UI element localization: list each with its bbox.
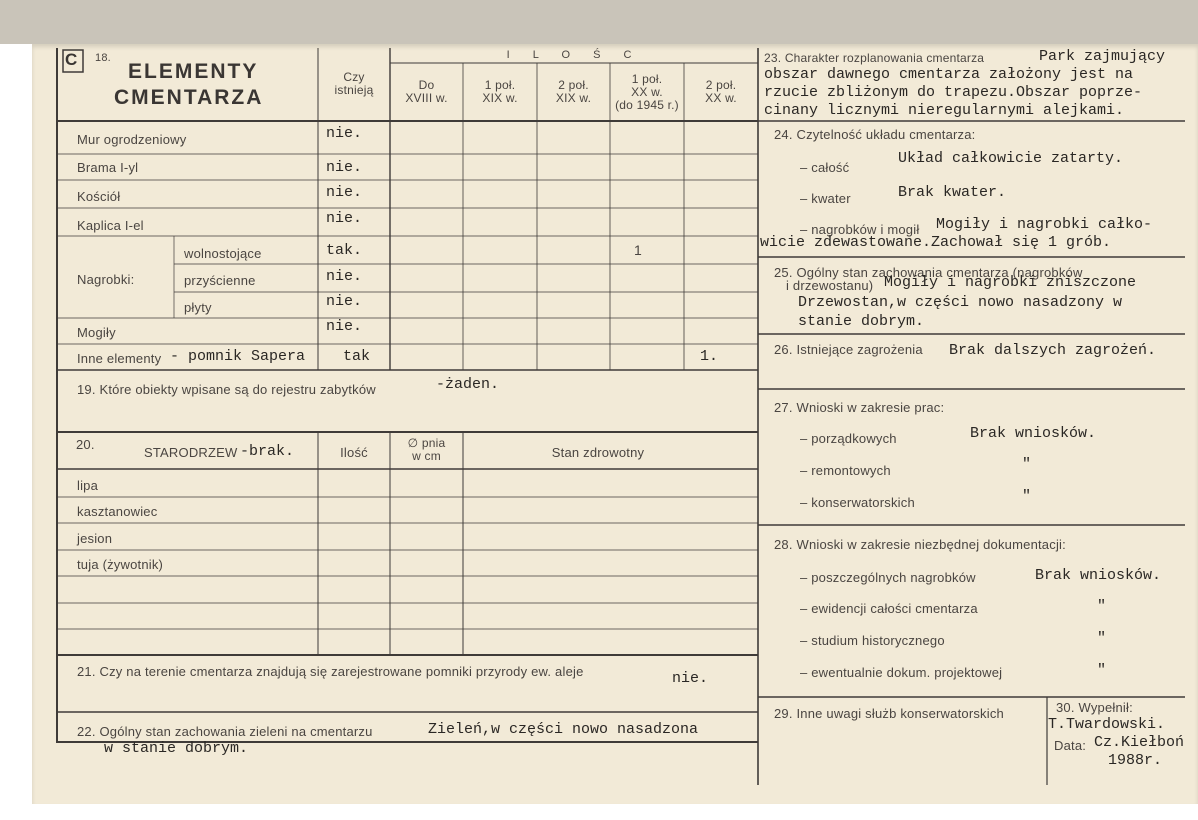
element-label: Inne elementy — [77, 351, 162, 366]
element-exists: nie. — [326, 159, 363, 176]
q20-col-quantity: Ilość — [340, 445, 368, 460]
element-count: 1. — [700, 348, 719, 365]
period-header — [390, 79, 463, 105]
q27-item-label: – remontowych — [800, 463, 891, 478]
q19-value: -żaden. — [436, 376, 500, 393]
q28-item-label: – ewentualnie dokum. projektowej — [800, 665, 1003, 680]
q24-whole-value: Układ całkowicie zatarty. — [898, 150, 1124, 167]
tree-name: tuja (żywotnik) — [77, 557, 164, 572]
q24-graves-value-line2: wicie zdewastowane.Zachował się 1 grób. — [760, 234, 1112, 251]
q20-col-diameter — [390, 437, 463, 463]
q27-item-value: " — [1022, 456, 1032, 473]
element-count: 1 — [634, 242, 642, 258]
q24-quarters-value: Brak kwater. — [898, 184, 1007, 201]
element-exists: tak. — [326, 242, 363, 259]
period-line: 2 poł. — [705, 78, 737, 92]
q23-value-line3: rzucie zbliżonym do trapezu.Obszar poprze- — [764, 84, 1143, 101]
period-line: (do 1945 r.) — [615, 98, 679, 112]
q29-label: 29. Inne uwagi służb konserwatorskich — [774, 706, 1004, 721]
q23-value-line4: cinany licznymi nieregularnymi alejkami. — [764, 102, 1125, 119]
q27-item-label: – konserwatorskich — [800, 495, 915, 510]
period-line: Do — [418, 78, 435, 92]
other-elements-value: - pomnik Sapera — [170, 348, 306, 365]
q26-value: Brak dalszych zagrożeń. — [949, 342, 1157, 359]
q20-number: 20. — [76, 437, 95, 452]
tree-name: jesion — [77, 531, 113, 546]
period-line: XX w. — [631, 85, 663, 99]
quantity-header: I L O Ś C — [506, 49, 642, 61]
element-exists: tak — [343, 348, 371, 365]
element-exists: nie. — [326, 318, 363, 335]
q20-col-health: Stan zdrowotny — [551, 445, 645, 460]
q25-label-line2: i drzewostanu) — [786, 278, 874, 293]
q28-item-label: – ewidencji całości cmentarza — [800, 601, 978, 616]
element-label: Brama I-yl — [77, 160, 139, 175]
q25-label-line1: 25. Ogólny stan zachowania cmentarza (nagrobków — [774, 265, 1083, 280]
q24-graves-label: – nagrobków i mogił — [800, 222, 920, 237]
q21-value: nie. — [672, 670, 709, 687]
q27-item-value: Brak wniosków. — [970, 425, 1097, 442]
element-label: Nagrobki: — [77, 272, 135, 287]
q22-label: 22. Ogólny stan zachowania zieleni na cmentarzu — [77, 724, 373, 739]
q30-label: 30. Wypełnił: — [1056, 700, 1133, 715]
elements-title-line1: ELEMENTY — [128, 60, 259, 83]
q27-item-value: " — [1022, 488, 1032, 505]
q24-quarters-label: – kwater — [800, 191, 851, 206]
element-label: Kaplica I-el — [77, 218, 144, 233]
q20-title: STARODRZEW — [144, 445, 238, 460]
q22-value-line1: Zieleń,w części nowo nasadzona — [428, 721, 699, 738]
q20-value: -brak. — [240, 443, 295, 460]
exists-header — [318, 71, 390, 97]
period-header — [684, 79, 758, 105]
section-18-number: 18. — [95, 52, 111, 64]
element-label: Mogiły — [77, 325, 116, 340]
element-sublabel: wolnostojące — [184, 246, 262, 261]
q28-label: 28. Wnioski w zakresie niezbędnej dokumentacji: — [774, 537, 1066, 552]
period-line: 1 poł. — [484, 78, 516, 92]
element-exists: nie. — [326, 125, 363, 142]
q25-value-line3: stanie dobrym. — [798, 313, 925, 330]
period-header — [537, 79, 610, 105]
exists-header-line2: istnieją — [334, 83, 374, 97]
q27-label: 27. Wnioski w zakresie prac: — [774, 400, 945, 415]
element-exists: nie. — [326, 184, 363, 201]
q24-whole-label: – całość — [800, 160, 850, 175]
q30-date-value: Cz.Kiełboń — [1094, 734, 1185, 751]
q24-graves-value-line1: Mogiły i nagrobki całko- — [936, 216, 1153, 233]
q20-col-diameter-line2: w cm — [412, 449, 441, 463]
q28-item-label: – studium historycznego — [800, 633, 945, 648]
period-header — [463, 79, 537, 105]
tree-name: kasztanowiec — [77, 504, 158, 519]
q28-item-value: " — [1097, 662, 1107, 679]
period-line: XIX w. — [482, 91, 518, 105]
q25-value-line2: Drzewostan,w części nowo nasadzony w — [798, 294, 1123, 311]
period-header — [608, 73, 686, 112]
exists-header-line1: Czy — [343, 70, 365, 84]
tree-name: lipa — [77, 478, 99, 493]
period-line: XVIII w. — [405, 91, 448, 105]
q21-label: 21. Czy na terenie cmentarza znajdują się zarejestrowane pomniki przyrody ew. aleje — [77, 664, 584, 679]
q28-item-value: " — [1097, 598, 1107, 615]
q25-value-line1: Mogiły i nagrobki zniszczone — [884, 274, 1137, 291]
q23-value-line2: obszar dawnego cmentarza założony jest na — [764, 66, 1134, 83]
q30-year: 1988r. — [1108, 752, 1163, 769]
q19-label: 19. Które obiekty wpisane są do rejestru zabytków — [77, 382, 376, 397]
element-exists: nie. — [326, 210, 363, 227]
element-exists: nie. — [326, 268, 363, 285]
q28-item-label: – poszczególnych nagrobków — [800, 570, 976, 585]
q23-value-line1: Park zajmujący — [1039, 48, 1166, 65]
q22-value-line2: w stanie dobrym. — [104, 740, 249, 757]
element-label: Mur ogrodzeniowy — [77, 132, 187, 147]
q26-label: 26. Istniejące zagrożenia — [774, 342, 923, 357]
q20-col-diameter-line1: ∅ pnia — [407, 436, 446, 450]
q28-item-value: Brak wniosków. — [1035, 567, 1162, 584]
q28-item-value: " — [1097, 630, 1107, 647]
q24-label: 24. Czytelność układu cmentarza: — [774, 127, 976, 142]
element-label: Kościół — [77, 189, 121, 204]
elements-title-line2: CMENTARZA — [114, 86, 264, 109]
period-line: 1 poł. — [631, 72, 663, 86]
element-sublabel: płyty — [184, 300, 212, 315]
card-letter: C — [65, 50, 78, 69]
period-line: 2 poł. — [558, 78, 589, 92]
period-line: XIX w. — [555, 91, 592, 105]
q23-label: 23. Charakter rozplanowania cmentarza — [764, 51, 985, 65]
q27-item-label: – porządkowych — [800, 431, 897, 446]
q30-filled-by: T.Twardowski. — [1048, 716, 1166, 733]
period-line: XX w. — [705, 91, 737, 105]
q30-date-label: Data: — [1054, 738, 1087, 753]
element-sublabel: przyściennе — [184, 273, 256, 288]
element-exists: nie. — [326, 293, 363, 310]
